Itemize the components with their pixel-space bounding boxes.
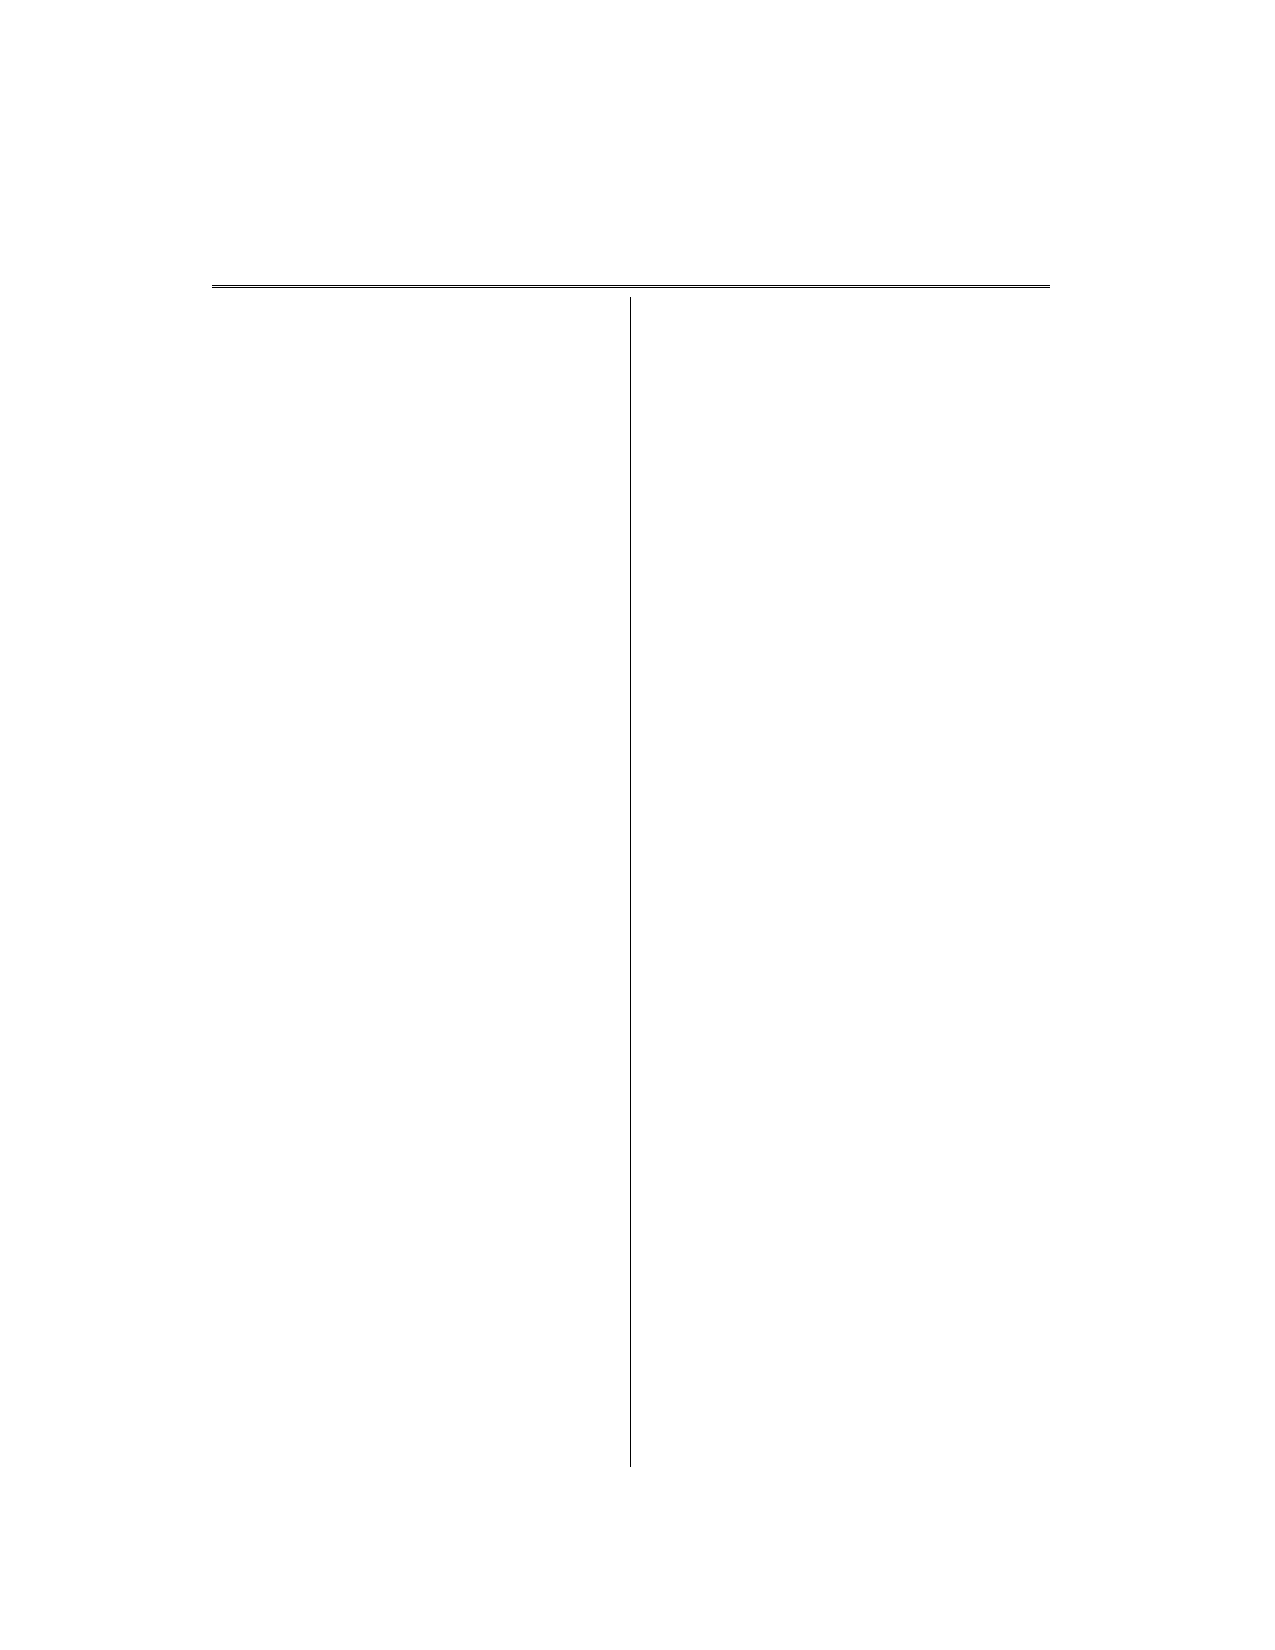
page-header bbox=[212, 256, 1050, 282]
column-divider bbox=[630, 297, 631, 1467]
header-rule bbox=[212, 285, 1050, 288]
decision-column-left bbox=[212, 300, 612, 330]
decision-column-right bbox=[648, 300, 1050, 330]
